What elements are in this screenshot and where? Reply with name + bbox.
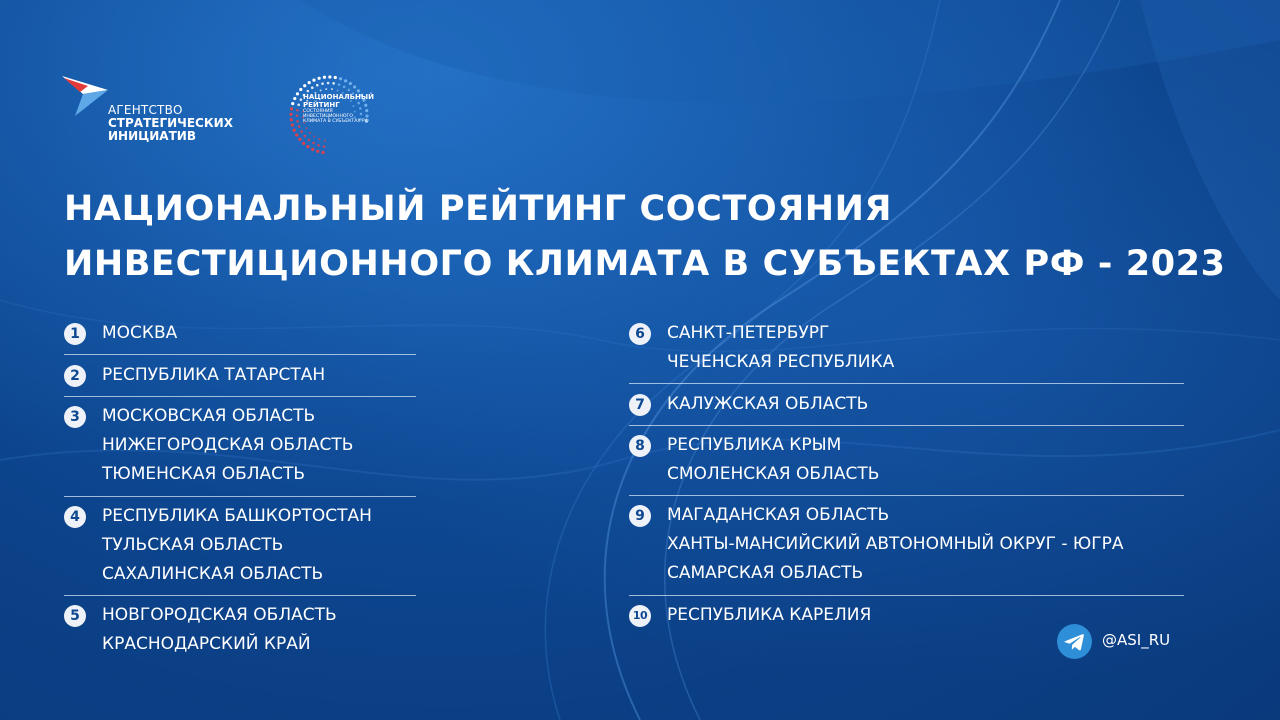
asi-emblem-icon bbox=[62, 76, 112, 116]
region-name: САНКТ-ПЕТЕРБУРГ bbox=[667, 323, 830, 343]
logo-dot bbox=[334, 76, 337, 79]
divider bbox=[64, 496, 416, 497]
telegram-handle[interactable]: @ASI_RU bbox=[1102, 631, 1171, 649]
logo-dot bbox=[311, 148, 314, 151]
rank-entry-7 bbox=[629, 394, 868, 419]
region-list bbox=[667, 501, 1124, 588]
region-list bbox=[102, 402, 353, 489]
logo-dot bbox=[348, 89, 351, 92]
region-name: ТУЛЬСКАЯ ОБЛАСТЬ bbox=[102, 535, 284, 555]
region-name: МАГАДАНСКАЯ ОБЛАСТЬ bbox=[667, 505, 890, 525]
rank-entry-9 bbox=[629, 505, 1124, 588]
rank-badge: 10 bbox=[629, 605, 651, 627]
logo-dot bbox=[324, 140, 326, 142]
divider bbox=[629, 595, 1184, 596]
logo-dot bbox=[316, 150, 319, 153]
logo-dot bbox=[296, 92, 299, 95]
logo-dot bbox=[327, 82, 330, 85]
logo-dot bbox=[290, 118, 293, 121]
logo-dot bbox=[318, 138, 320, 140]
region-name: СМОЛЕНСКАЯ ОБЛАСТЬ bbox=[667, 464, 880, 484]
region-name: МОСКОВСКАЯ ОБЛАСТЬ bbox=[102, 406, 316, 426]
logo-dot bbox=[316, 84, 319, 87]
region-name: РЕСПУБЛИКА КРЫМ bbox=[667, 435, 842, 455]
rank-badge: 5 bbox=[64, 605, 86, 627]
divider bbox=[629, 495, 1184, 496]
logo-dot bbox=[357, 89, 360, 92]
rating-line-5: КЛИМАТА В СУБЪЕКТАХ РФ bbox=[303, 119, 369, 124]
logo-dot bbox=[328, 75, 331, 78]
logo-dot bbox=[293, 129, 296, 132]
region-list bbox=[667, 390, 868, 419]
divider bbox=[629, 425, 1184, 426]
logo-dot bbox=[303, 84, 306, 87]
logo-dot bbox=[289, 113, 292, 116]
rank-badge: 8 bbox=[629, 435, 651, 457]
telegram-icon[interactable] bbox=[1057, 624, 1092, 659]
logo-dot bbox=[344, 79, 347, 82]
title-line-2: ИНВЕСТИЦИОННОГО КЛИМАТА В СУБЪЕКТАХ РФ - 2023 bbox=[64, 244, 1226, 284]
logo-dot bbox=[321, 82, 324, 85]
region-name: ЧЕЧЕНСКАЯ РЕСПУБЛИКА bbox=[667, 352, 895, 372]
logo-dot bbox=[312, 79, 315, 82]
region-name: НОВГОРОДСКАЯ ОБЛАСТЬ bbox=[102, 605, 337, 625]
logo-dot bbox=[299, 88, 302, 91]
divider bbox=[64, 595, 416, 596]
region-name: ТЮМЕНСКАЯ ОБЛАСТЬ bbox=[102, 464, 306, 484]
logo-dot bbox=[291, 102, 294, 105]
rank-entry-1 bbox=[64, 323, 177, 348]
rank-entry-5 bbox=[64, 605, 337, 659]
national-rating-logo bbox=[284, 70, 394, 160]
logo-dot bbox=[311, 86, 314, 89]
region-name: РЕСПУБЛИКА БАШКОРТОСТАН bbox=[102, 506, 372, 526]
divider bbox=[64, 354, 416, 355]
rank-badge: 4 bbox=[64, 506, 86, 528]
rank-entry-8 bbox=[629, 435, 879, 489]
logo-dot bbox=[323, 145, 326, 148]
rank-badge: 3 bbox=[64, 406, 86, 428]
region-list bbox=[102, 502, 372, 589]
logo-dot bbox=[297, 103, 300, 106]
rating-wordmark bbox=[303, 93, 374, 124]
region-name: РЕСПУБЛИКА ТАТАРСТАН bbox=[102, 365, 326, 385]
page-title bbox=[64, 182, 1226, 292]
logo-dot bbox=[321, 151, 324, 154]
logo-dot bbox=[296, 109, 299, 112]
logo-dot bbox=[318, 77, 321, 80]
logo-dot bbox=[293, 97, 296, 100]
logo-dot bbox=[304, 135, 307, 138]
rank-entry-6 bbox=[629, 323, 894, 377]
region-list bbox=[102, 361, 325, 390]
rank-entry-4 bbox=[64, 506, 372, 589]
asi-line-1: АГЕНТСТВО bbox=[108, 103, 183, 117]
asi-logo bbox=[62, 76, 242, 146]
logo-dot bbox=[298, 125, 301, 128]
region-list bbox=[667, 319, 894, 377]
logo-dot bbox=[307, 90, 310, 93]
logo-dot bbox=[349, 82, 352, 85]
logo-dot bbox=[312, 142, 315, 145]
logo-dot bbox=[295, 133, 298, 136]
rating-line-1: НАЦИОНАЛЬНЫЙ bbox=[303, 93, 374, 101]
logo-dot bbox=[332, 82, 335, 85]
logo-dot bbox=[290, 107, 293, 110]
logo-dot bbox=[331, 88, 333, 90]
telegram-plane-icon bbox=[1057, 624, 1092, 659]
logo-dot bbox=[338, 83, 341, 86]
region-list bbox=[667, 431, 879, 489]
logo-dot bbox=[306, 145, 309, 148]
region-list bbox=[102, 319, 177, 348]
divider bbox=[629, 383, 1184, 384]
logo-dot bbox=[306, 127, 308, 129]
logo-dot bbox=[291, 123, 294, 126]
logo-dot bbox=[300, 130, 303, 133]
rank-entry-3 bbox=[64, 406, 353, 489]
rating-line-3: СОСТОЯНИЯ bbox=[303, 109, 333, 114]
asi-line-2: СТРАТЕГИЧЕСКИХ bbox=[108, 116, 233, 130]
logo-dot bbox=[308, 139, 311, 142]
asi-line-3: ИНИЦИАТИВ bbox=[108, 129, 196, 143]
logo-dot bbox=[353, 85, 356, 88]
rank-badge: 7 bbox=[629, 394, 651, 416]
asi-wordmark bbox=[108, 104, 233, 143]
title-line-1: НАЦИОНАЛЬНЫЙ РЕЙТИНГ СОСТОЯНИЯ bbox=[64, 189, 893, 229]
logo-dot bbox=[302, 142, 305, 145]
rank-badge: 2 bbox=[64, 365, 86, 387]
logo-dot bbox=[320, 89, 322, 91]
region-list bbox=[667, 601, 871, 630]
divider bbox=[64, 396, 416, 397]
logo-dot bbox=[296, 114, 299, 117]
rating-line-2: РЕЙТИНГ bbox=[303, 101, 340, 109]
rank-entry-2 bbox=[64, 365, 325, 390]
region-name: РЕСПУБЛИКА КАРЕЛИЯ bbox=[667, 605, 872, 625]
region-name: САХАЛИНСКАЯ ОБЛАСТЬ bbox=[102, 564, 324, 584]
rank-badge: 1 bbox=[64, 323, 86, 345]
logo-dot bbox=[308, 81, 311, 84]
logo-dot bbox=[339, 77, 342, 80]
region-name: ХАНТЫ-МАНСИЙСКИЙ АВТОНОМНЫЙ ОКРУГ - ЮГРА bbox=[667, 534, 1124, 554]
region-name: КРАСНОДАРСКИЙ КРАЙ bbox=[102, 634, 311, 654]
logo-dot bbox=[343, 86, 346, 89]
region-name: МОСКВА bbox=[102, 323, 178, 343]
logo-dot bbox=[300, 98, 303, 101]
rating-line-4: ИНВЕСТИЦИОННОГО bbox=[303, 114, 353, 119]
region-list bbox=[102, 601, 337, 659]
logo-dot bbox=[325, 88, 327, 90]
rank-badge: 6 bbox=[629, 323, 651, 345]
rank-badge: 9 bbox=[629, 505, 651, 527]
logo-dot bbox=[337, 89, 339, 91]
rank-entry-10 bbox=[629, 605, 871, 630]
logo-dot bbox=[298, 138, 301, 141]
logo-dot bbox=[309, 132, 311, 134]
region-name: САМАРСКАЯ ОБЛАСТЬ bbox=[667, 563, 864, 583]
region-name: НИЖЕГОРОДСКАЯ ОБЛАСТЬ bbox=[102, 435, 354, 455]
logo-dot bbox=[323, 76, 326, 79]
region-name: КАЛУЖСКАЯ ОБЛАСТЬ bbox=[667, 394, 869, 414]
logo-dot bbox=[296, 120, 299, 123]
logo-dot bbox=[313, 135, 315, 137]
logo-dot bbox=[317, 144, 320, 147]
